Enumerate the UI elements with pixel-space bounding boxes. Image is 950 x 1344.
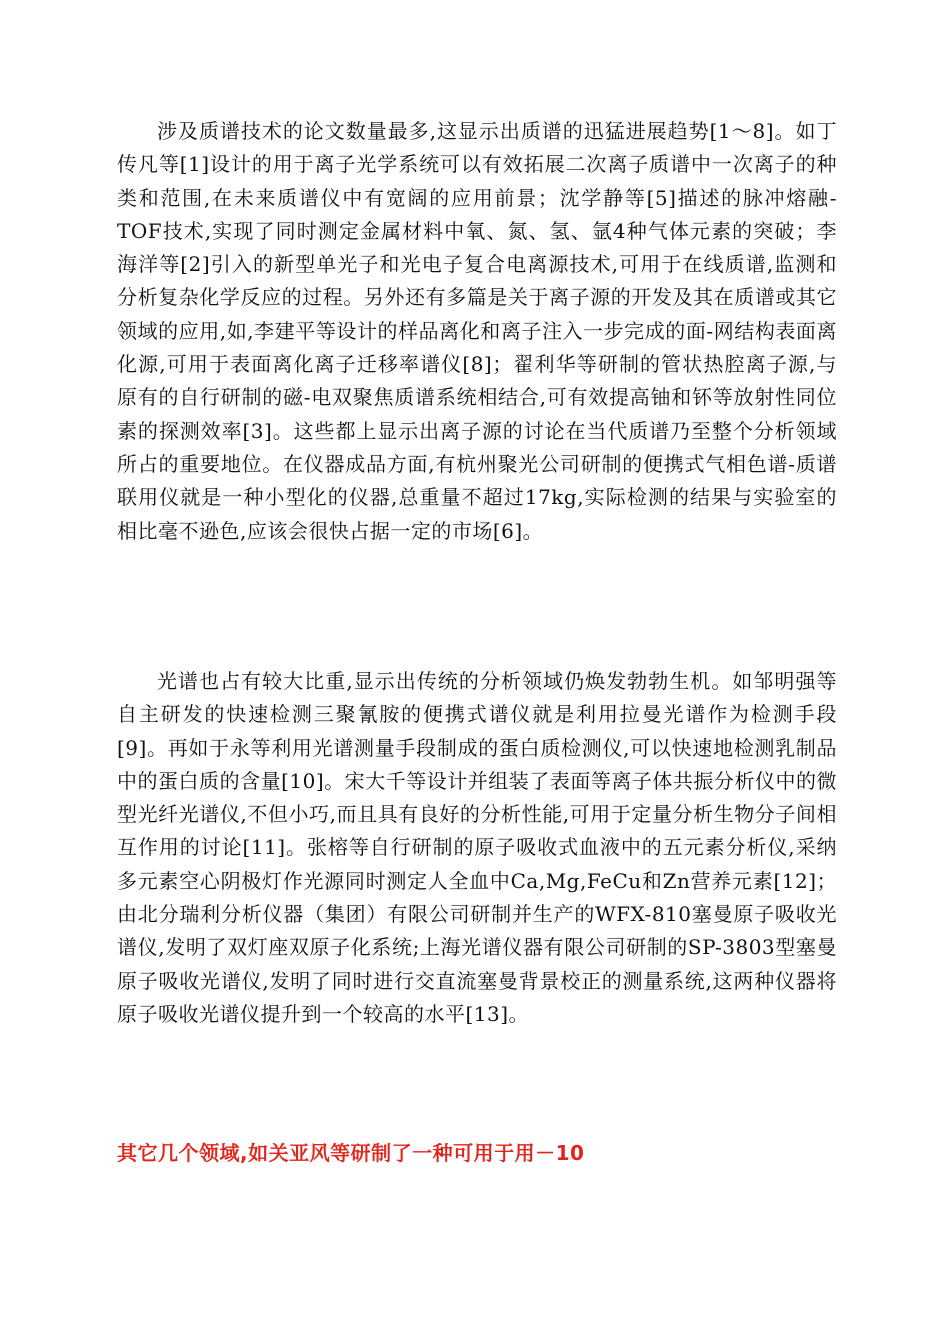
paragraph-mass-spectrometry: 涉及质谱技术的论文数量最多,这显示出质谱的迅猛进展趋势[1～8]。如丁传凡等[1]设计的用于离子光学系统可以有效拓展二次离子质谱中一次离子的种类和范围,在未来质谱仪中有宽阔的应用前景；沈学静等[5]描述的脉冲熔融-TOF技术,实现了同时测定金属材料中氧、氮、氢、氩4种气体元素的突破；李海洋等[2]引入的新型单光子和光电子复合电离源技术,可用于在线质谱,监测和分析复杂化学反应的过程。另外还有多篇是关于离子源的开发及其在质谱或其它领域的应用,如,李建平等设计的样品离化和离子注入一步完成的面-网结构表面离化源,可用于表面离化离子迁移率谱仪[8]；翟利华等研制的管状热腔离子源,与原有的自行研制的磁-电双聚焦质谱系统相结合,可有效提高铀和钚等放射性同位素的探测效率[3]。这些都上显示出离子源的讨论在当代质谱乃至整个分析领域所占的重要地位。在仪器成品方面,有杭州聚光公司研制的便携式气相色谱-质谱联用仪就是一种小型化的仪器,总重量不超过17kg,实际检测的结果与实验室的相比毫不逊色,应该会很快占据一定的市场[6]。 [117, 119, 837, 543]
paragraph-spectroscopy: 光谱也占有较大比重,显示出传统的分析领域仍焕发勃勃生机。如邹明强等自主研发的快速检测三聚氰胺的便携式谱仪就是利用拉曼光谱作为检测手段[9]。再如于永等利用光谱测量手段制成的蛋白质检测仪,可以快速地检测乳制品中的蛋白质的含量[10]。宋大千等设计并组装了表面等离子体共振分析仪中的微型光纤光谱仪,不但小巧,而且具有良好的分析性能,可用于定量分析生物分子间相互作用的讨论[11]。张榕等自行研制的原子吸收式血液中的五元素分析仪,采纳多元素空心阴极灯作光源同时测定人全血中Ca,Mg,FeCu和Zn营养元素[12]；由北分瑞利分析仪器（集团）有限公司研制并生产的WFX-810塞曼原子吸收光谱仪,发明了双灯座双原子化系统;上海光谱仪器有限公司研制的SP-3803型塞曼原子吸收光谱仪,发明了同时进行交直流塞曼背景校正的测量系统,这两种仪器将原子吸收光谱仪提升到一个较高的水平[13]。 [117, 669, 837, 1026]
section-heading-other-fields: 其它几个领域,如关亚风等研制了一种可用于用－10 [117, 1141, 585, 1165]
